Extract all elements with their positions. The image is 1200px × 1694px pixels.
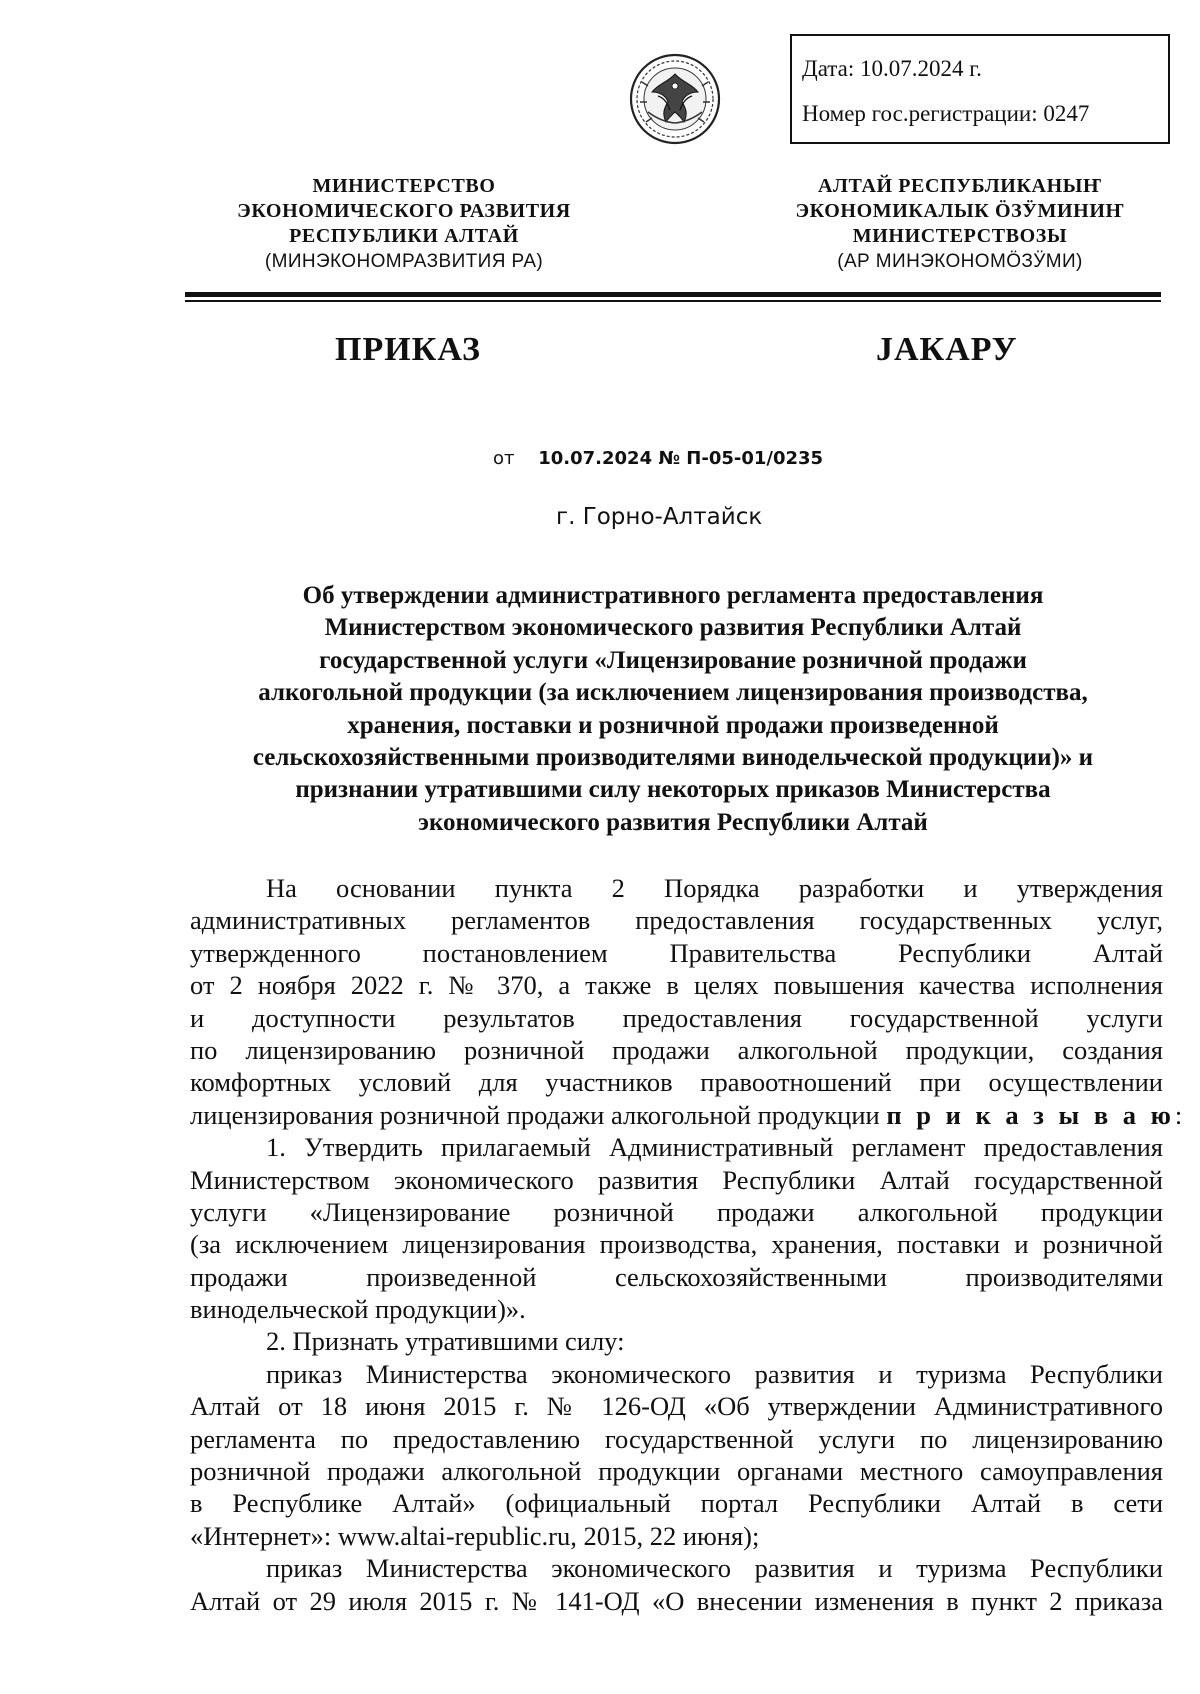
body-line: На основании пункта 2 Порядка разработки и утверждения bbox=[266, 873, 1163, 903]
ministry-name-altai bbox=[730, 174, 1190, 274]
body-line: продажи произведенной сельскохозяйственными производителями bbox=[190, 1261, 1163, 1292]
body-line-with-order-word bbox=[190, 1099, 1183, 1131]
body-line: 1. Утвердить прилагаемый Административный регламент предоставления bbox=[266, 1132, 1163, 1163]
title-line: алкогольной продукции (за исключением лицензирования производства, bbox=[258, 679, 1088, 707]
ministry-alt-line-3: МИНИСТЕРСТВОЗЫ bbox=[852, 225, 1068, 247]
body-line-text: лицензирования розничной продажи алкогольной продукции bbox=[190, 1099, 880, 1130]
ministry-alt-line-1: АЛТАЙ РЕСПУБЛИКАНЫҤ bbox=[817, 175, 1103, 197]
body-line: приказ Министерства экономического развития и туризма Республики bbox=[266, 1553, 1163, 1584]
doc-type-russian: ПРИКАЗ bbox=[335, 331, 481, 368]
registration-date-value: 10.07.2024 г. bbox=[859, 56, 982, 81]
ministry-ru-line-3: РЕСПУБЛИКИ АЛТАЙ bbox=[289, 225, 519, 247]
body-line: и доступности результатов предоставления государственной услуги bbox=[190, 1002, 1163, 1033]
header-divider-thin bbox=[185, 300, 1161, 302]
body-line: регламента по предоставлению государственной услуги по лицензированию bbox=[190, 1423, 1163, 1454]
body-line: от 2 ноября 2022 г. № 370, а также в целях повышения качества исполнения bbox=[190, 970, 1163, 1001]
registration-date-label: Дата: bbox=[802, 56, 855, 81]
order-word-punct: : bbox=[1174, 1099, 1183, 1130]
order-number-line bbox=[493, 447, 823, 471]
title-line: экономического развития Республики Алтай bbox=[418, 808, 928, 836]
body-line: 2. Признать утратившими силу: bbox=[266, 1326, 625, 1357]
body-line: винодельческой продукции)». bbox=[190, 1294, 526, 1325]
registration-box bbox=[790, 34, 1170, 144]
ministry-ru-line-2: ЭКОНОМИЧЕСКОГО РАЗВИТИЯ bbox=[237, 200, 571, 222]
header-divider-thick bbox=[185, 292, 1161, 297]
ministry-alt-line-2: ЭКОНОМИКАЛЫК ÖЗӰМИНИҤ bbox=[795, 200, 1125, 222]
ministry-ru-line-1: МИНИСТЕРСТВО bbox=[312, 175, 496, 197]
registration-number bbox=[802, 101, 1089, 127]
body-line: в Республике Алтай» (официальный портал Республики Алтай в сети bbox=[190, 1488, 1163, 1519]
doc-type-altai: ЈАКАРУ bbox=[876, 331, 1018, 368]
title-line: хранения, поставки и розничной продажи произведенной bbox=[347, 711, 999, 739]
title-line: признании утратившими силу некоторых приказов Министерства bbox=[295, 776, 1051, 804]
body-line: «Интернет»: www.altai-republic.ru, 2015, 22 июня); bbox=[190, 1520, 760, 1551]
ministry-ru-abbreviation: (МИНЭКОНОМРАЗВИТИЯ РА) bbox=[264, 251, 544, 272]
body-line: Алтай от 18 июня 2015 г. № 126-ОД «Об утверждении Административного bbox=[190, 1391, 1163, 1422]
body-line: (за исключением лицензирования производства, хранения, поставки и розничной bbox=[190, 1229, 1163, 1260]
body-line: по лицензированию розничной продажи алкогольной продукции, создания bbox=[190, 1034, 1163, 1065]
order-word: п р и к а з ы в а ю bbox=[886, 1099, 1175, 1130]
title-line: государственной услуги «Лицензирование розничной продажи bbox=[319, 646, 1027, 674]
registration-date bbox=[802, 56, 982, 82]
title-line: Об утверждении административного регламента предоставления bbox=[302, 582, 1044, 609]
body-line: Министерством экономического развития Республики Алтай государственной bbox=[190, 1164, 1163, 1195]
registration-number-value: 0247 bbox=[1043, 101, 1090, 126]
body-line: административных регламентов предоставления государственных услуг, bbox=[190, 905, 1163, 936]
order-number: 10.07.2024 № П-05-01/0235 bbox=[538, 448, 824, 469]
title-line: Министерством экономического развития Республики Алтай bbox=[324, 614, 1022, 642]
ministry-alt-abbreviation: (АР МИНЭКОНОМÖЗӰМИ) bbox=[837, 251, 1083, 272]
document-title bbox=[185, 580, 1161, 839]
registration-number-label: Номер гос.регистрации: bbox=[802, 101, 1038, 126]
body-line: приказ Министерства экономического развития и туризма Республики bbox=[266, 1358, 1163, 1389]
city-line: г. Горно-Алтайск bbox=[556, 504, 763, 530]
document-body bbox=[190, 872, 1183, 1617]
order-prefix: от bbox=[493, 448, 515, 469]
body-line: утвержденного постановлением Правительства Республики Алтай bbox=[190, 937, 1163, 968]
body-line: услуги «Лицензирование розничной продажи алкогольной продукции bbox=[190, 1196, 1163, 1227]
republic-altai-emblem-icon bbox=[628, 52, 722, 146]
title-line: сельскохозяйственными производителями винодельческой продукции)» и bbox=[252, 744, 1094, 772]
header-divider bbox=[185, 292, 1161, 304]
ministry-name-russian bbox=[174, 174, 634, 274]
body-line: комфортных условий для участников правоотношений при осуществлении bbox=[190, 1067, 1163, 1098]
body-line: Алтай от 29 июля 2015 г. № 141-ОД «О внесении изменения в пункт 2 приказа bbox=[190, 1585, 1163, 1616]
body-line: розничной продажи алкогольной продукции органами местного самоуправления bbox=[190, 1456, 1163, 1487]
